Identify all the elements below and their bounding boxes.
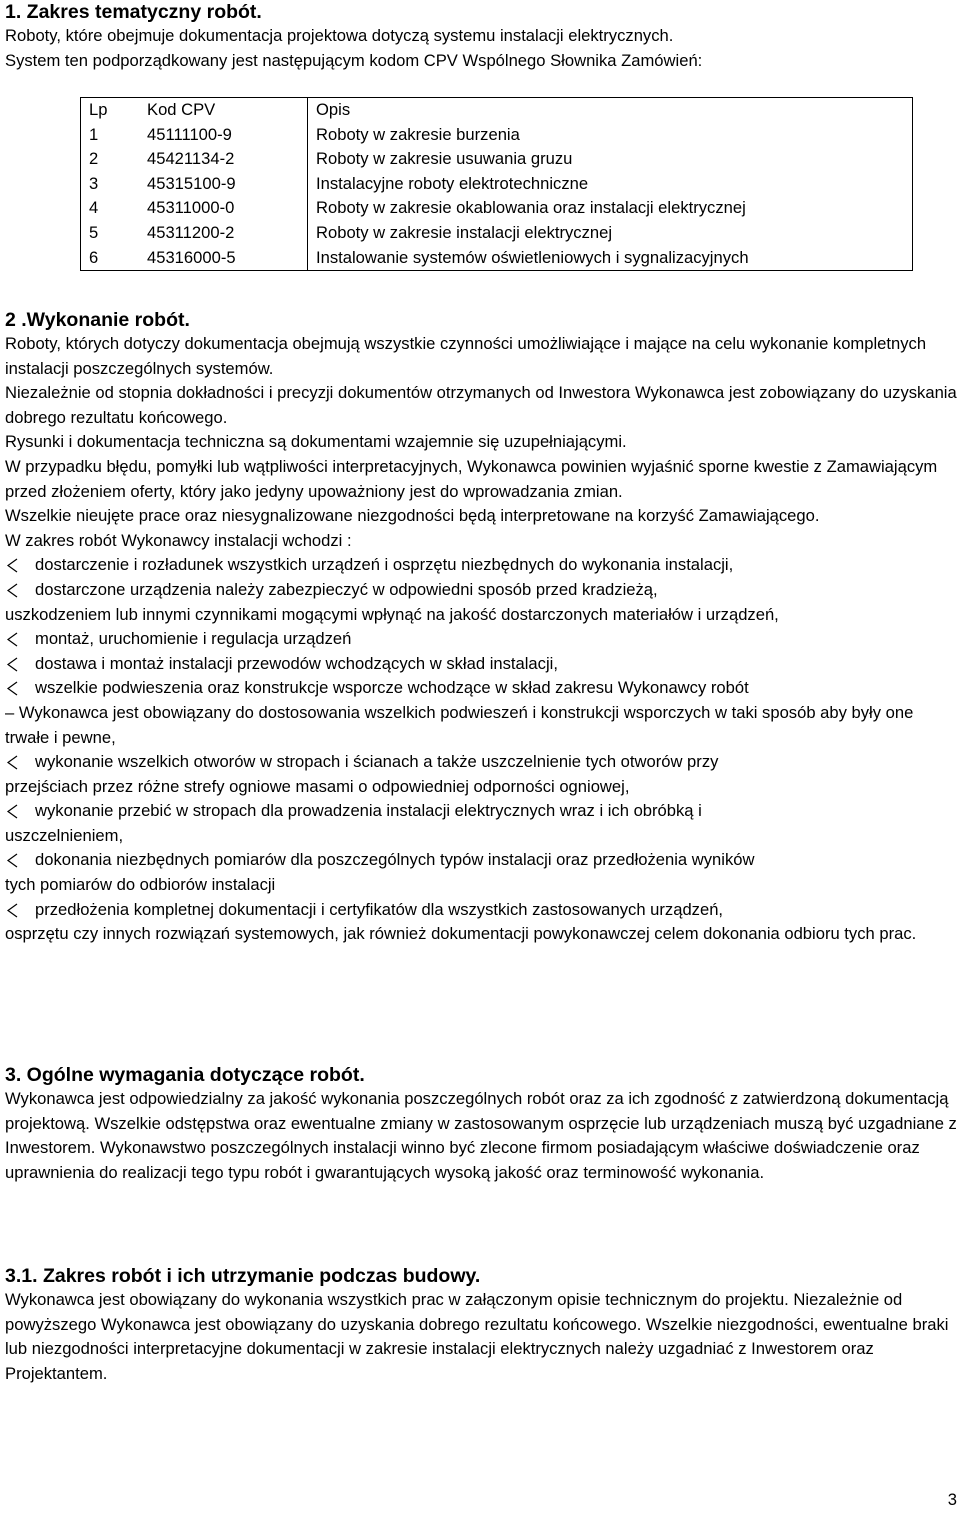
section-3-heading: 3. Ogólne wymagania dotyczące robót. (5, 1064, 365, 1086)
bracket-bullet-icon (5, 583, 20, 598)
list-item (5, 898, 957, 923)
list-item (5, 553, 957, 578)
cell-kod: 45111100-9 (147, 123, 308, 148)
cell-opis: Roboty w zakresie okablowania oraz instalacji elektrycznej (308, 196, 913, 221)
bracket-bullet-icon (5, 804, 20, 819)
bracket-bullet-icon (5, 632, 20, 647)
list-item-continuation: uszczelnieniem, (5, 825, 124, 845)
list-item-text: wykonanie wszelkich otworów w stropach i ścianach a także uszczelnienie tych otworów przy (35, 752, 719, 772)
list-item (5, 799, 957, 824)
bracket-bullet-icon (5, 681, 20, 696)
cell-kod: 45421134-2 (147, 147, 308, 172)
section-2-paragraph: W zakres robót Wykonawcy instalacji wchodzi : (5, 530, 352, 550)
list-item-continuation: osprzętu czy innych rozwiązań systemowych, jak również dokumentacji powykonawczej celem dokonania odbioru tych prac. (5, 924, 917, 944)
bracket-bullet-icon (5, 558, 20, 573)
section-3 (5, 1063, 957, 1185)
section-1-line-2: System ten podporządkowany jest następującym kodom CPV Wspólnego Słownika Zamówień: (5, 50, 703, 70)
section-2-paragraph: Wszelkie nieujęte prace oraz niesygnalizowane niezgodności będą interpretowane na korzyść Zamawiającego. (5, 506, 820, 526)
list-item-text: montaż, uruchomienie i regulacja urządzeń (35, 629, 352, 649)
section-2-paragraph: Rysunki i dokumentacja techniczna są dokumentami wzajemnie się uzupełniającymi. (5, 432, 627, 452)
list-item-text: dokonania niezbędnych pomiarów dla poszczególnych typów instalacji oraz przedłożenia wyników (35, 850, 755, 870)
bracket-bullet-icon (5, 903, 20, 918)
table-row (81, 221, 913, 246)
list-item-text: dostarczone urządzenia należy zabezpieczyć w odpowiedni sposób przed kradzieżą, (35, 579, 658, 599)
bracket-bullet-icon (5, 755, 20, 770)
list-item-continuation: tych pomiarów do odbiorów instalacji (5, 875, 276, 895)
dash-paragraph: – Wykonawca jest obowiązany do dostosowania wszelkich podwieszeń i konstrukcji wsporczych w taki sposób aby były one trwałe i pewne, (5, 702, 914, 747)
list-item-text: dostarczenie i rozładunek wszystkich urządzeń i osprzętu niezbędnych do wykonania instalacji, (35, 555, 734, 575)
table-row (81, 123, 913, 148)
list-item-text: dostawa i montaż instalacji przewodów wchodzących w skład instalacji, (35, 653, 558, 673)
cell-lp: 5 (81, 221, 148, 246)
cell-lp: 4 (81, 196, 148, 221)
list-item (5, 652, 957, 677)
section-2-paragraph: Niezależnie od stopnia dokładności i precyzji dokumentów otrzymanych od Inwestora Wykonawca jest zobowiązany do uzyskania dobrego rezultatu końcowego. (5, 383, 957, 427)
section-3-1 (5, 1264, 957, 1386)
cell-opis: Roboty w zakresie burzenia (308, 123, 913, 148)
section-2-paragraph: Roboty, których dotyczy dokumentacja obejmują wszystkie czynności umożliwiające i mające na celu wykonanie kompletnych instalacji poszczególnych systemów. (5, 334, 927, 378)
cell-kod: 45311200-2 (147, 221, 308, 246)
table-row (81, 172, 913, 197)
list-item (5, 676, 957, 701)
cell-opis: Roboty w zakresie instalacji elektrycznej (308, 221, 913, 246)
list-item-text: przedłożenia kompletnej dokumentacji i certyfikatów dla wszystkich zastosowanych urządzeń, (35, 899, 724, 919)
cell-kod: 45311000-0 (147, 196, 308, 221)
cell-lp: 6 (81, 246, 148, 271)
bracket-bullet-icon (5, 657, 20, 672)
header-kod-cpv: Kod CPV (147, 98, 308, 123)
table-row (81, 246, 913, 271)
cpv-table (80, 97, 913, 271)
page-number: 3 (947, 1490, 957, 1509)
cell-opis: Instalacyjne roboty elektrotechniczne (308, 172, 913, 197)
section-3-1-heading: 3.1. Zakres robót i ich utrzymanie podczas budowy. (5, 1265, 481, 1287)
section-1-line-1: Roboty, które obejmuje dokumentacja projektowa dotyczą systemu instalacji elektrycznych. (5, 26, 674, 45)
cell-opis: Instalowanie systemów oświetleniowych i sygnalizacyjnych (308, 246, 913, 271)
bracket-bullet-icon (5, 853, 20, 868)
cell-lp: 3 (81, 172, 148, 197)
list-item-continuation: przejściach przez różne strefy ogniowe masami o odpowiedniej odporności ogniowej, (5, 776, 630, 796)
cell-lp: 2 (81, 147, 148, 172)
list-item (5, 627, 957, 652)
header-opis: Opis (308, 98, 913, 123)
list-item (5, 750, 957, 775)
section-2-paragraph: W przypadku błędu, pomyłki lub wątpliwości interpretacyjnych, Wykonawca powinien wyjaśnić sporne kwestie z Zamawiającym przed złożeniem oferty, który jako jedyny upoważniony jest do wprowadzania zmian. (5, 456, 938, 501)
cell-lp: 1 (81, 123, 148, 148)
list-item-text: wykonanie przebić w stropach dla prowadzenia instalacji elektrycznych wraz i ich obróbką i (35, 801, 702, 821)
table-row (81, 196, 913, 221)
cell-kod: 45316000-5 (147, 246, 308, 271)
section-2-heading: 2 .Wykonanie robót. (5, 309, 190, 331)
section-1-heading: 1. Zakres tematyczny robót. (5, 1, 262, 23)
cell-kod: 45315100-9 (147, 172, 308, 197)
section-3-1-paragraph: Wykonawca jest obowiązany do wykonania wszystkich prac w załączonym opisie technicznym do projektu. Niezależnie od powyższego Wykonawca jest obowiązany do uzyskania dobrego rezultatu końcowego. Wszelkie niezgodności, ewentualne braki lub niezgodności interpretacyjne dokumentacji w zakresie instalacji elektrycznych należy uzgadniać z Inwestorem oraz Projektantem. (5, 1290, 949, 1383)
section-3-paragraph: Wykonawca jest odpowiedzialny za jakość wykonania poszczególnych robót oraz za ich zgodność z zatwierdzoną dokumentacją projektową. Wszelkie odstępstwa oraz ewentualne zmiany w zastosowanym osprzęcie lub urządzeniach muszą być uzgadniane z Inwestorem. Wykonawstwo poszczególnych instalacji winno być zlecone firmom posiadającym właściwe doświadczenie oraz uprawnienia do realizacji tego typu robót i gwarantujących wysoką jakość oraz terminowość wykonania. (5, 1089, 957, 1182)
header-lp: Lp (81, 98, 148, 123)
table-header-row (81, 98, 913, 123)
list-item (5, 848, 957, 873)
list-item-text: wszelkie podwieszenia oraz konstrukcje wsporcze wchodzące w skład zakresu Wykonawcy robót (35, 678, 749, 698)
section-2 (5, 308, 957, 947)
list-item (5, 578, 957, 603)
section-1 (5, 0, 957, 73)
table-row (81, 147, 913, 172)
cell-opis: Roboty w zakresie usuwania gruzu (308, 147, 913, 172)
list-item-continuation: uszkodzeniem lub innymi czynnikami mogącymi wpłynąć na jakość dostarczonych materiałów i urządzeń, (5, 604, 779, 624)
